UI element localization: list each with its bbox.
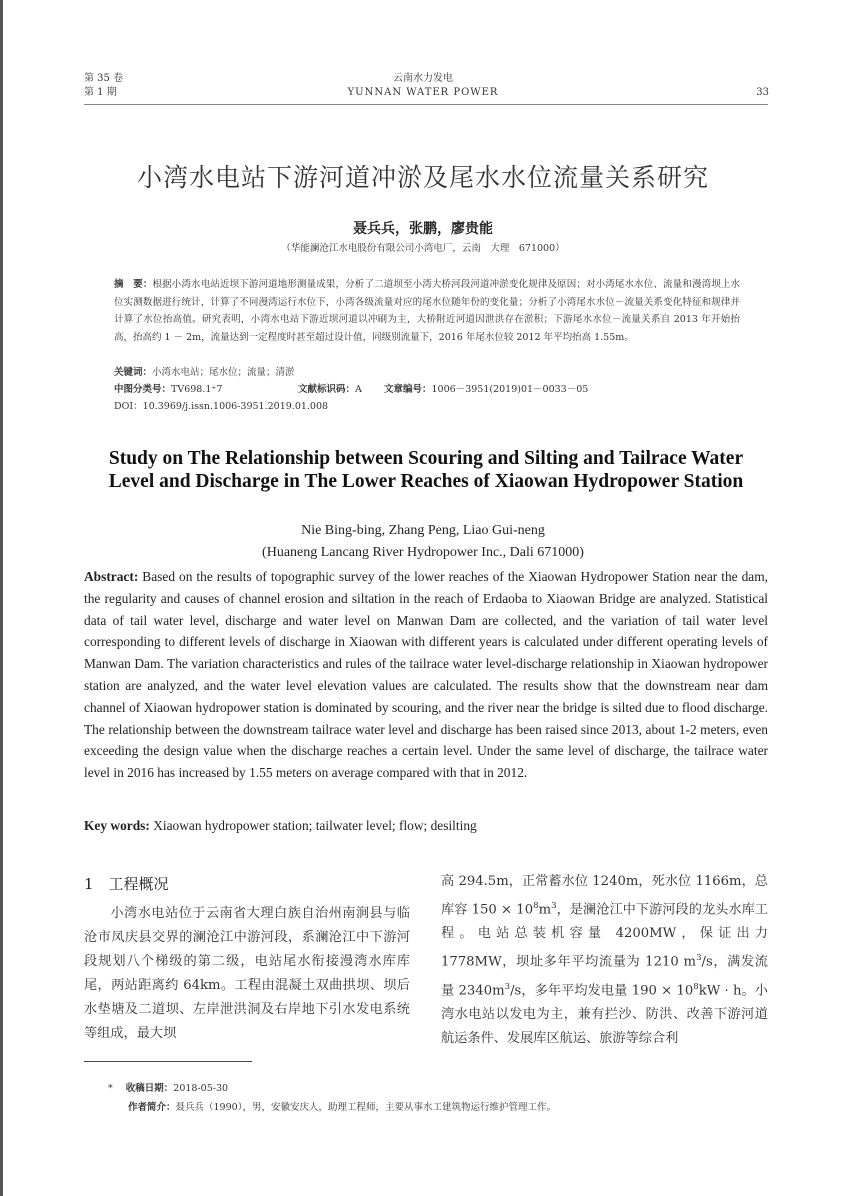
header-rule: [84, 104, 768, 105]
keywords-cn: [114, 364, 295, 378]
footnote-author-bio: [128, 1099, 556, 1113]
keywords-en-text: Xiaowan hydropower station; tailwater level; flow; desilting: [149, 818, 477, 833]
keywords-en-label: Key words:: [84, 818, 150, 833]
author-bio-text: 聂兵兵（1990），男，安徽安庆人，助理工程师，主要从事水工建筑物运行维护管理工作。: [175, 1102, 556, 1113]
footnote-marker: *: [108, 1083, 113, 1094]
article-number-value: 1006－3951(2019)01－0033－05: [431, 384, 589, 395]
page-number: 33: [756, 87, 769, 98]
keywords-cn-label: 关键词：: [114, 367, 153, 378]
clc-value: TV698.1⁺7: [171, 384, 223, 395]
document-code-value: A: [355, 384, 362, 395]
body-text-left-column: 小湾水电站位于云南省大理白族自治州南涧县与临沧市凤庆县交界的澜沧江中游河段，系澜沧江中下游河段规划八个梯级的第二级，电站尾水衔接漫湾水库库尾，两站距离约 64km。工程由混凝土双曲拱坝、坝后水垫塘及二道坝、左岸泄洪洞及右岸地下引水发电系统等组成，最大坝: [84, 906, 410, 1041]
abstract-cn: [114, 276, 740, 346]
issue-label: 第 1 期: [84, 87, 117, 98]
body-text-segment: /s，满发流量 2340m: [441, 954, 768, 999]
document-code: [298, 381, 362, 395]
author-bio-label: 作者简介：: [128, 1102, 176, 1113]
superscript: 3: [696, 953, 702, 964]
article-number: [384, 381, 588, 395]
abstract-en-label: Abstract:: [84, 569, 139, 584]
received-date-label: 收稿日期：: [125, 1083, 174, 1094]
footnote-rule: [84, 1061, 252, 1062]
doi: DOI：10.3969/j.issn.1006-3951.2019.01.008: [114, 401, 329, 412]
body-text-segment: /s，多年平均发电量 190 × 10: [510, 983, 694, 999]
body-text-segment: ，是澜沧江中下游河段的龙头水库工程。电站总装机容量 4200MW，保证出力 1778MW，坝址多年平均流量为 1210 m: [441, 902, 768, 970]
abstract-en-text: Based on the results of topographic survey of the lower reaches of the Xiaowan Hydropower Station near the dam, the regularity and causes of channel erosion and siltation in the reach of Erdaoba to Xiaowan Bridge are analyzed. Statistical data of tail water level, discharge and water level on Manwan Dam are collected, and the variation of tail water level corresponding to different levels of discharge in Xiaowan with different years is calculated under different operating levels of Manwan Dam. The variation characteristics and rules of the tailrace water level-discharge relationship in Xiaowan hydropower station are analyzed, and the water level elevation values are calculated. The results show that the downstream near dam channel of Xiaowan hydropower station is dominated by scouring, and the river near the bridge is silted due to flood discharge. The relationship between the downstream tailrace water level and discharge has been raised since 2013, about 1-2 meters, even exceeding the design value when the discharge reaches a certain level. Under the same level of discharge, the tailrace water level in 2016 has increased by 1.55 meters on average compared with that in 2012.: [84, 569, 768, 781]
footnote-received-date: [108, 1080, 228, 1094]
body-text-segment: kW · h。小湾水电站以发电为主，兼有拦沙、防洪、改善下游河道航运条件、发展库区航运、旅游等综合利: [441, 983, 768, 1047]
article-number-label: 文章编号：: [384, 384, 432, 395]
superscript: 3: [504, 981, 511, 992]
clc-number: [114, 381, 222, 395]
journal-name-cn: 云南水力发电: [393, 73, 453, 84]
running-header-journal: [0, 72, 846, 100]
volume-label: 第 35 卷: [84, 73, 124, 84]
abstract-cn-label: 摘 要：: [114, 279, 153, 290]
keywords-en: [84, 818, 768, 834]
document-code-label: 文献标识码：: [298, 384, 356, 395]
abstract-cn-text: 根据小湾水电站近坝下游河道地形测量成果，分析了二道坝至小湾大桥河段河道冲淤变化规律及原因；对小湾尾水水位、流量和漫湾坝上水位实测数据进行统计，计算了不同漫湾运行水位下，小湾各级流量对应的尾水位随年份的变化量；分析了小湾尾水水位－流量关系变化特征和规律并计算了水位抬高值。研究表明，小湾水电站下游近坝河道以冲刷为主，大桥附近河道因泄洪存在淤积；下游尾水水位－流量关系自 2013 年开始抬高，抬高约 1 － 2m，流量达到一定程度时甚至超过设计值，同级别流量下，2016 年尾水位较 2012 年平均抬高 1.55m。: [114, 279, 740, 343]
body-text-segment: m: [538, 902, 552, 918]
keywords-cn-text: 小湾水电站；尾水位；流量；清淤: [152, 367, 295, 378]
authors-en: Nie Bing-bing, Zhang Peng, Liao Gui-neng: [301, 523, 545, 538]
abstract-en: [84, 566, 768, 784]
authors-cn: 聂兵兵，张鹏，廖贵能: [353, 221, 493, 237]
received-date-value: 2018-05-30: [173, 1083, 229, 1094]
journal-name-en: YUNNAN WATER POWER: [347, 87, 499, 98]
section-heading: 1 工程概况: [84, 875, 169, 893]
superscript: 8: [533, 901, 539, 911]
paper-title-en: Study on The Relationship between Scouring and Silting and Tailrace Water Level and Discharge in The Lower Reaches of Xiaowan Hydropower Station: [108, 448, 744, 492]
affiliation-cn: （华能澜沧江水电股份有限公司小湾电厂，云南 大理 671000）: [281, 243, 565, 254]
clc-label: 中图分类号：: [114, 384, 172, 395]
affiliation-en: (Huaneng Lancang River Hydropower Inc., Dali 671000): [262, 545, 584, 560]
body-text-right-column: [441, 870, 768, 1051]
classification-line: [114, 381, 740, 395]
superscript: 8: [693, 981, 699, 992]
body-text-segment: 高 294.5m，正常蓄水位 1240m，死水位 1166m，总库容 150 × 10: [441, 874, 768, 918]
paper-title-cn: 小湾水电站下游河道冲淤及尾水水位流量关系研究: [136, 163, 709, 192]
superscript: 3: [551, 901, 557, 911]
